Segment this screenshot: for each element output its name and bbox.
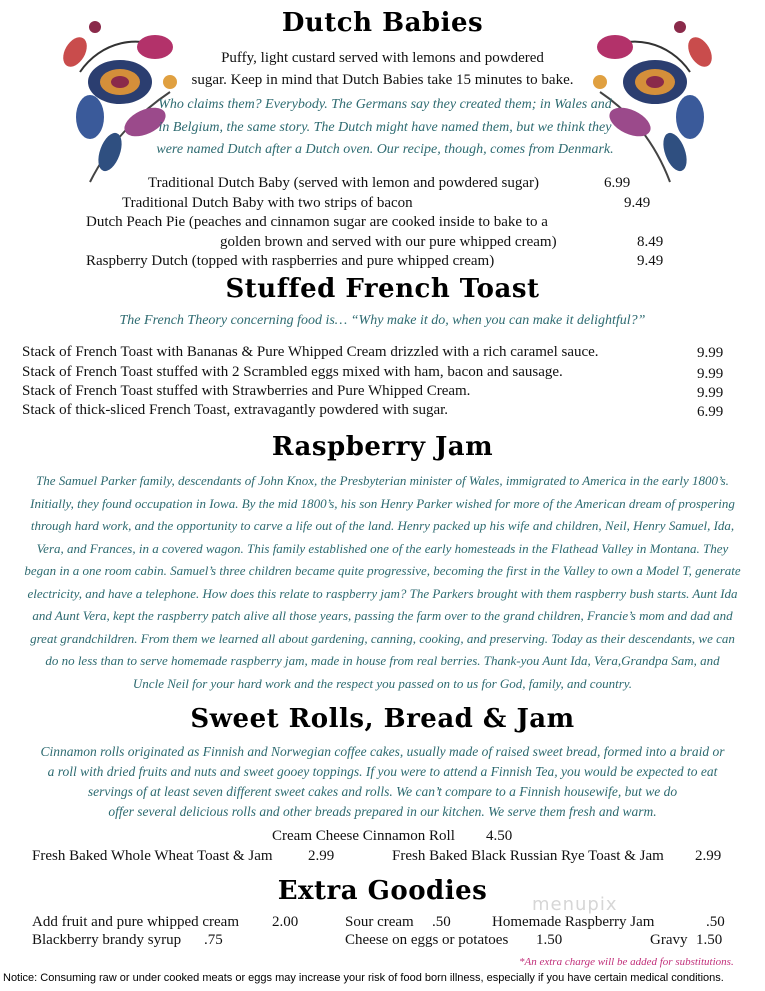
menu-item-price: 9.49: [637, 253, 664, 269]
menu-item-raspberry-dutch: Raspberry Dutch (topped with raspberries and pure whipped cream): [86, 253, 495, 269]
menu-item-price: .50: [706, 914, 725, 930]
menu-item-cheese: Cheese on eggs or potatoes: [345, 932, 509, 948]
menu-item-rye-toast: Fresh Baked Black Russian Rye Toast & Jam: [392, 848, 664, 864]
menu-item-cream-cheese-cinnamon-roll: Cream Cheese Cinnamon Roll: [272, 828, 455, 844]
raspberry-jam-line: The Samuel Parker family, descendants of John Knox, the Presbyterian minister of Wales, immigrated to America in the early 1800’s.: [36, 473, 729, 488]
sweet-rolls-story: [10, 742, 755, 822]
menu-item-price: 2.00: [272, 914, 299, 930]
menu-item-blackberry-syrup: Blackberry brandy syrup: [32, 932, 182, 948]
menu-item-price: .75: [204, 932, 223, 948]
menu-item-price: .50: [432, 914, 451, 930]
menu-item-sour-cream: Sour cream: [345, 914, 414, 930]
dutch-babies-title: Dutch Babies: [281, 8, 484, 38]
sweet-rolls-line: servings of at least seven different sweet cakes and rolls. We can’t compare to a Finnish housewife, but we do: [87, 784, 678, 799]
raspberry-jam-line: Initially, they found occupation in Iowa. By the mid 1800’s, his son Henry Parker wished for more of the American dream of prospering: [30, 495, 735, 511]
menu-item-price: 2.99: [308, 848, 335, 864]
menu-item-fruit-whipped-cream: Add fruit and pure whipped cream: [32, 914, 240, 930]
menu-item-dutch-peach-pie: Dutch Peach Pie (peaches and cinnamon sugar are cooked inside to bake to a: [86, 214, 548, 230]
extra-goodies-title: Extra Goodies: [277, 876, 488, 906]
menu-item-traditional-dutch-baby: Traditional Dutch Baby (served with lemon and powdered sugar): [148, 175, 540, 191]
menu-item-price: 9.49: [624, 195, 651, 211]
raspberry-jam-line: through hard work, and the opportunity to carve a life out of the land. Henry packed up his wife and children, Neil, Henry Samuel, Ida,: [30, 518, 735, 533]
menu-item-french-toast-strawberries: Stack of French Toast stuffed with Strawberries and Pure Whipped Cream.: [22, 383, 471, 399]
sweet-rolls-title: Sweet Rolls, Bread & Jam: [190, 704, 575, 734]
dutch-babies-intro-line-2: sugar. Keep in mind that Dutch Babies take 15 minutes to bake.: [191, 72, 574, 88]
food-safety-notice: Notice: Consuming raw or under cooked meats or eggs may increase your risk of food born illness, especially if you have certain medical conditions.: [3, 972, 724, 984]
menu-item-dutch-peach-pie-line-2: golden brown and served with our pure whipped cream): [220, 234, 557, 250]
raspberry-jam-title: Raspberry Jam: [271, 432, 494, 462]
menu-item-price: 6.99: [697, 404, 724, 420]
raspberry-jam-line: began in a one room cabin. Samuel’s three children became quite progressive, becoming the first in the Valley to own a Model T, generate: [24, 563, 741, 578]
menu-item-price: 1.50: [536, 932, 563, 948]
menu-item-french-toast-bananas: Stack of French Toast with Bananas & Pure Whipped Cream drizzled with a rich caramel sauce.: [22, 344, 599, 360]
watermark: menupix: [532, 894, 618, 915]
dutch-babies-story-line-3: were named Dutch after a Dutch oven. Our recipe, though, comes from Denmark.: [156, 142, 614, 157]
dutch-babies-story-line-2: in Belgium, the same story. The Dutch might have named them, but we think they: [158, 120, 612, 135]
menu-item-whole-wheat-toast: Fresh Baked Whole Wheat Toast & Jam: [32, 848, 273, 864]
menu-item-gravy: Gravy: [650, 932, 688, 948]
raspberry-jam-line: great grandchildren. From them we learned all about gardening, canning, cooking, and preserving. Today as their descendants, we can: [30, 630, 735, 646]
raspberry-jam-line: Vera, and Frances, in a covered wagon. This family established one of the early homesteads in the Flathead Valley in Montana. They: [36, 540, 729, 556]
raspberry-jam-line: and Aunt Vera, kept the raspberry patch alive all those years, passing the farm over to the grand children, Francie’s mom and dad and: [32, 608, 733, 623]
substitution-note: *An extra charge will be added for substitutions.: [519, 956, 734, 968]
menu-item-french-toast-eggs: Stack of French Toast stuffed with 2 Scrambled eggs mixed with ham, bacon and sausage.: [22, 364, 563, 380]
menu-item-price: 1.50: [696, 932, 723, 948]
raspberry-jam-line: Uncle Neil for your hard work and the respect you passed on to us for God, family, and country.: [132, 675, 633, 691]
dutch-babies-story-line-1: Who claims them? Everybody. The Germans say they created them; in Wales and: [158, 97, 612, 112]
raspberry-jam-line: electricity, and have a telephone. How does this relate to raspberry jam? The Parkers brought with them raspberry bush starts. Aunt Ida: [27, 585, 738, 601]
sweet-rolls-line: Cinnamon rolls originated as Finnish and Norwegian coffee cakes, usually made of raised sweet bread, formed into a braid or: [40, 744, 725, 759]
menu-item-dutch-baby-bacon: Traditional Dutch Baby with two strips of bacon: [122, 195, 413, 211]
menu-item-price: 9.99: [697, 385, 724, 401]
menu-item-price: 8.49: [637, 234, 664, 250]
sweet-rolls-line: a roll with dried fruits and nuts and sweet gooey toppings. If you were to attend a Finnish Tea, you would be expected to eat: [47, 764, 718, 779]
menu-item-price: 2.99: [695, 848, 722, 864]
raspberry-jam-line: do no less than to serve homemade raspberry jam, made in house from real berries. Thank-you Aunt Ida, Vera,Grandpa Sam, and: [45, 653, 720, 668]
sweet-rolls-line: offer several delicious rolls and other breads prepared in our kitchen. We serve them fresh and warm.: [108, 804, 657, 819]
menu-item-french-toast-sugar: Stack of thick-sliced French Toast, extravagantly powdered with sugar.: [22, 402, 449, 418]
menu-item-price: 4.50: [486, 828, 513, 844]
french-toast-title: Stuffed French Toast: [225, 274, 540, 304]
menu-item-price: 6.99: [604, 175, 631, 191]
menu-item-price: 9.99: [697, 345, 724, 361]
raspberry-jam-story: [4, 470, 761, 695]
dutch-babies-intro-line-1: Puffy, light custard served with lemons and powdered: [221, 50, 544, 66]
menu-item-price: 9.99: [697, 366, 724, 382]
french-toast-quote: The French Theory concerning food is… “Why make it do, when you can make it delightful?”: [119, 313, 646, 328]
menu-item-raspberry-jam: Homemade Raspberry Jam: [492, 914, 655, 930]
